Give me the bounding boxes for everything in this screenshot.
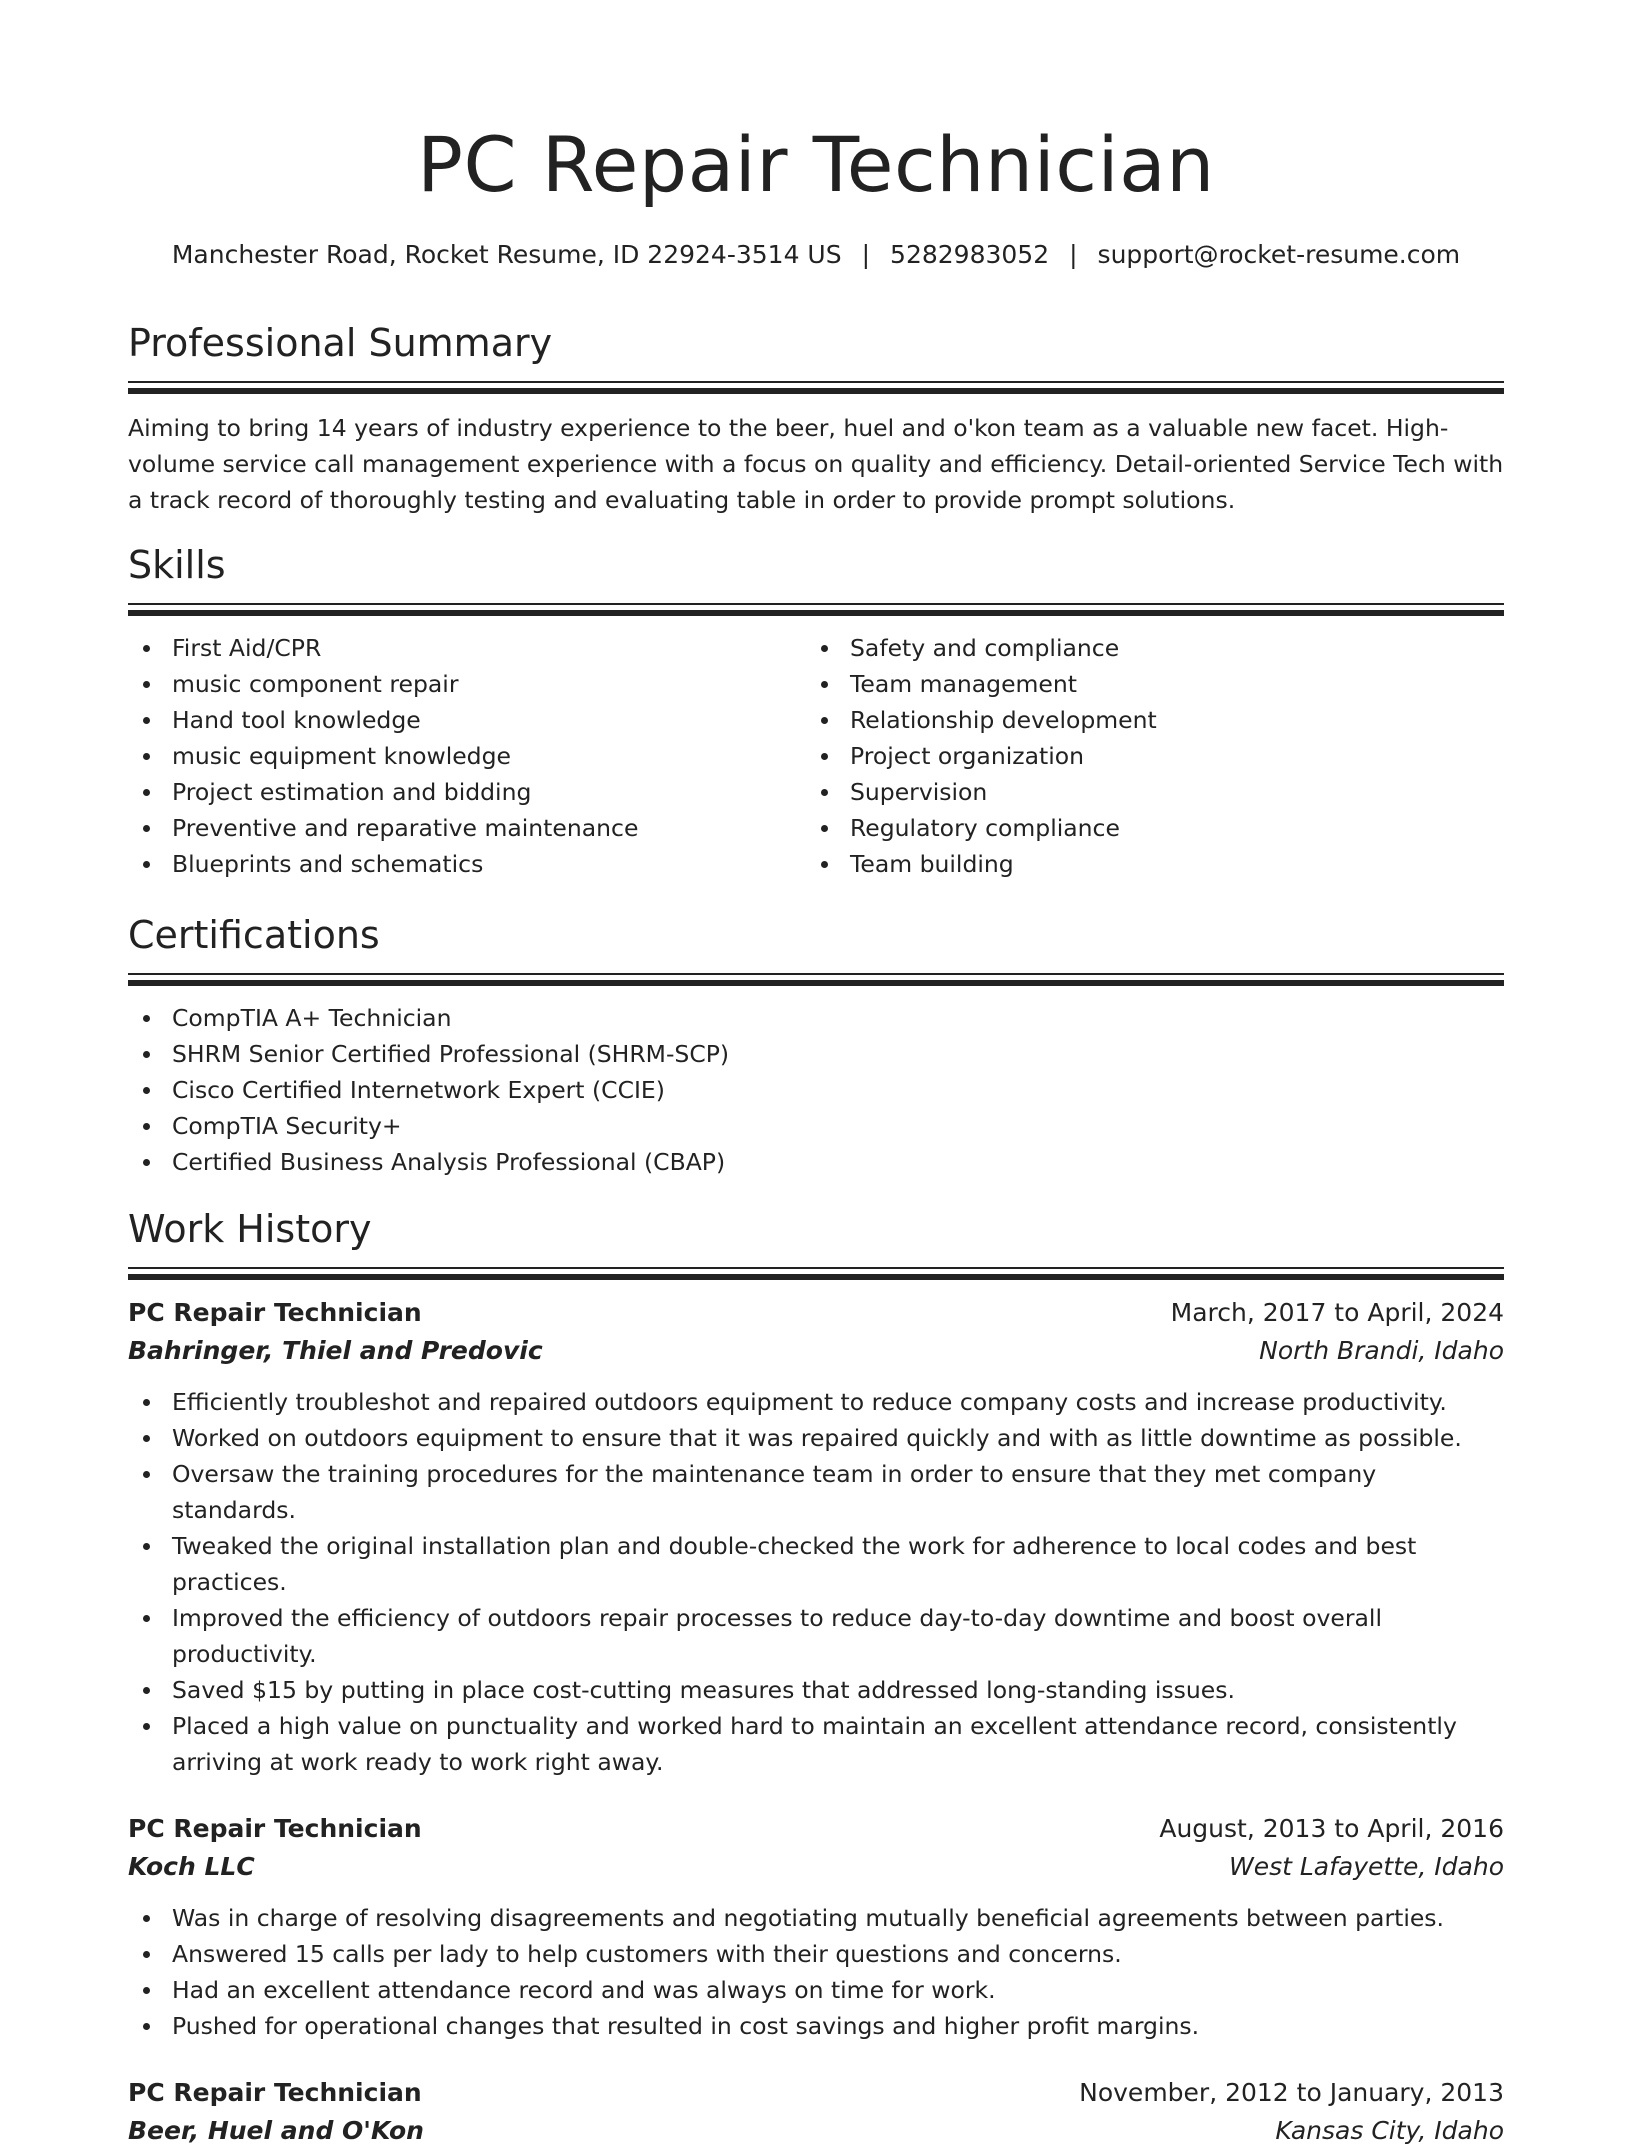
list-item: Worked on outdoors equipment to ensure that it was repaired quickly and with as little downtime as possible.	[128, 1420, 1504, 1456]
list-item: Project organization	[806, 738, 1484, 774]
summary-text: Aiming to bring 14 years of industry experience to the beer, huel and o'kon team as a valuable new facet. High-volume service call management experience with a focus on quality and efficiency. Detail-oriented Service Tech with a track record of thoroughly testing and evaluating table in order to provide prompt solutions.	[128, 414, 1504, 514]
list-item: Relationship development	[806, 702, 1484, 738]
job-title: PC Repair Technician	[128, 1814, 422, 1843]
list-item: Pushed for operational changes that resulted in cost savings and higher profit margins.	[128, 2008, 1504, 2044]
job-company: Beer, Huel and O'Kon	[128, 2116, 424, 2145]
summary-section	[128, 319, 1504, 518]
job-header	[128, 1294, 1504, 1332]
list-item: Was in charge of resolving disagreements and negotiating mutually beneficial agreements between parties.	[128, 1900, 1504, 1936]
list-item: SHRM Senior Certified Professional (SHRM-SCP)	[128, 1036, 1504, 1072]
section-heading: Professional Summary	[128, 321, 553, 365]
section-heading: Skills	[128, 543, 226, 587]
list-item: Oversaw the training procedures for the maintenance team in order to ensure that they met company standards.	[128, 1456, 1504, 1528]
section-divider-thick	[128, 388, 1504, 394]
section-divider-thick	[128, 610, 1504, 616]
job-company: Koch LLC	[128, 1852, 255, 1881]
list-item: Team management	[806, 666, 1484, 702]
list-item: Cisco Certified Internetwork Expert (CCIE)	[128, 1072, 1504, 1108]
list-item: First Aid/CPR	[128, 630, 806, 666]
list-item: Saved $15 by putting in place cost-cutting measures that addressed long-standing issues.	[128, 1672, 1504, 1708]
contact-separator: |	[861, 240, 871, 269]
job-header	[128, 1810, 1504, 1848]
contact-address: Manchester Road, Rocket Resume, ID 22924-3514 US	[171, 240, 842, 269]
section-divider	[128, 1267, 1504, 1269]
job-bullets	[128, 1384, 1504, 1780]
job-entry	[128, 1294, 1504, 1780]
section-divider-thick	[128, 980, 1504, 986]
list-item: Blueprints and schematics	[128, 846, 806, 882]
list-item: Project estimation and bidding	[128, 774, 806, 810]
list-item: Had an excellent attendance record and was always on time for work.	[128, 1972, 1504, 2008]
list-item: Safety and compliance	[806, 630, 1484, 666]
skills-columns	[128, 630, 1504, 882]
contact-email[interactable]: support@rocket-resume.com	[1097, 240, 1461, 269]
job-title: PC Repair Technician	[128, 1298, 422, 1327]
job-entry	[128, 2074, 1504, 2150]
contact-line	[128, 240, 1504, 269]
list-item: Supervision	[806, 774, 1484, 810]
list-item: Placed a high value on punctuality and worked hard to maintain an excellent attendance record, consistently arriving at work ready to work right away.	[128, 1708, 1504, 1780]
list-item: CompTIA A+ Technician	[128, 1000, 1504, 1036]
work-history-section	[128, 1205, 1504, 2150]
section-divider-thick	[128, 1274, 1504, 1280]
contact-phone: 5282983052	[890, 240, 1050, 269]
skills-list-right	[806, 630, 1484, 882]
job-location: Kansas City, Idaho	[1275, 2116, 1504, 2145]
list-item: music component repair	[128, 666, 806, 702]
list-item: music equipment knowledge	[128, 738, 806, 774]
section-heading: Certifications	[128, 913, 380, 957]
skills-section	[128, 541, 1504, 882]
job-location: North Brandi, Idaho	[1259, 1336, 1504, 1365]
list-item: Certified Business Analysis Professional (CBAP)	[128, 1144, 1504, 1180]
list-item: Regulatory compliance	[806, 810, 1484, 846]
list-item: Tweaked the original installation plan and double-checked the work for adherence to local codes and best practices.	[128, 1528, 1504, 1600]
job-company: Bahringer, Thiel and Predovic	[128, 1336, 543, 1365]
list-item: Improved the efficiency of outdoors repair processes to reduce day-to-day downtime and boost overall productivity.	[128, 1600, 1504, 1672]
job-subheader	[128, 1332, 1504, 1370]
job-dates: March, 2017 to April, 2024	[1170, 1298, 1504, 1327]
section-divider	[128, 603, 1504, 605]
job-bullets	[128, 1900, 1504, 2044]
job-title: PC Repair Technician	[128, 2078, 422, 2107]
list-item: Efficiently troubleshot and repaired outdoors equipment to reduce company costs and increase productivity.	[128, 1384, 1504, 1420]
resume-name: PC Repair Technician	[417, 120, 1215, 209]
job-entry	[128, 1810, 1504, 2044]
job-header	[128, 2074, 1504, 2112]
list-item: Team building	[806, 846, 1484, 882]
skills-list-left	[128, 630, 806, 882]
job-subheader	[128, 1848, 1504, 1886]
list-item: Answered 15 calls per lady to help customers with their questions and concerns.	[128, 1936, 1504, 1972]
list-item: Hand tool knowledge	[128, 702, 806, 738]
list-item: Preventive and reparative maintenance	[128, 810, 806, 846]
certifications-list	[128, 1000, 1504, 1180]
section-divider	[128, 381, 1504, 383]
section-heading: Work History	[128, 1207, 372, 1251]
certifications-section	[128, 911, 1504, 1180]
contact-separator: |	[1069, 240, 1078, 269]
job-dates: November, 2012 to January, 2013	[1079, 2078, 1504, 2107]
job-location: West Lafayette, Idaho	[1229, 1852, 1504, 1881]
job-dates: August, 2013 to April, 2016	[1159, 1814, 1504, 1843]
job-subheader	[128, 2112, 1504, 2150]
section-divider	[128, 973, 1504, 975]
list-item: CompTIA Security+	[128, 1108, 1504, 1144]
